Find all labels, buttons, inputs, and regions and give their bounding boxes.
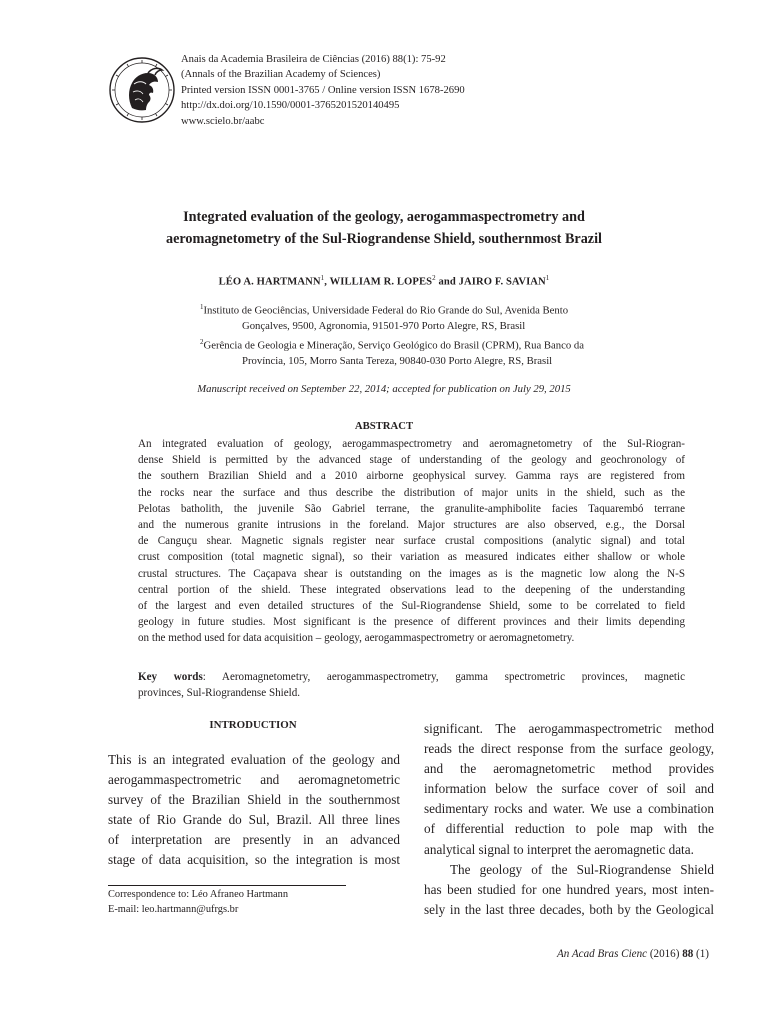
affiliation-line: Província, 105, Morro Santa Tereza, 90840-030 Porto Alegre, RS, Brasil (242, 354, 553, 367)
body-line: has been studied for one hundred years, most inten- (424, 881, 714, 897)
header-citation: Anais da Academia Brasileira de Ciências (2016) 88(1): 75-92 (181, 54, 446, 65)
body-line: state of Rio Grande do Sul, Brazil. All three lines (108, 812, 400, 828)
body-line: of interpretation are presently in an advanced (108, 832, 400, 848)
body-line: and the aeromagnetometric method provides (424, 761, 714, 777)
body-line: sedimentary rocks and water. We use a combination (424, 801, 714, 817)
body-line: aerogammaspectrometric and aeromagnetometric (108, 772, 400, 788)
keywords-line (138, 669, 685, 685)
abstract-line: crust composition (total magnetic signal), so their variation as measured indicates either shallow or whole (138, 551, 685, 564)
correspondence-footnote (108, 888, 288, 917)
abstract-line: geology in future studies. Most significant is the presence of different provinces and their limits depending (138, 616, 685, 629)
author-list (90, 274, 678, 288)
abstract-line: the rocks near the surface and thus describe the distribution of major units in the shield, such as the (138, 486, 685, 499)
body-line: analytical signal to interpret the aeromagnetic data. (424, 841, 694, 857)
footer-volume: 88 (682, 948, 694, 960)
title-line: aeromagnetometry of the Sul-Riograndense Shield, southernmost Brazil (166, 231, 602, 247)
author-affiliation-mark: 1 (545, 274, 550, 282)
affiliation-text: Gerência de Geologia e Mineração, Serviço Geológico do Brasil (CPRM), Rua Banco da (203, 339, 584, 352)
author-separator: and (435, 276, 459, 288)
author-separator: , (324, 276, 330, 288)
abstract-heading: ABSTRACT (354, 420, 414, 432)
body-line: stage of data acquisition, so the integration is most (108, 852, 400, 868)
author-name: LÉO A. HARTMANN (218, 276, 321, 288)
footer-year: (2016) (647, 948, 683, 960)
keywords-text: : Aeromagnetometry, aerogammaspectrometry, gamma spectrometric provinces, magnetic (202, 671, 685, 683)
body-line: information below the surface cover of soil and (424, 781, 714, 797)
abstract-line: the southern Brazilian Shield and a 2010 airborne geophysical survey. Gamma rays are registered from (138, 470, 685, 483)
affiliation-text: Instituto de Geociências, Universidade Federal do Rio Grande do Sul, Avenida Bento (203, 304, 569, 317)
header-doi-link[interactable]: http://dx.doi.org/10.1590/0001-3765201520140495 (181, 100, 400, 112)
footer-issue: (1) (693, 948, 709, 960)
header-english-title: (Annals of the Brazilian Academy of Sciences) (181, 69, 381, 81)
introduction-left-column (108, 750, 400, 871)
correspondence-email[interactable]: E-mail: leo.hartmann@ufrgs.br (108, 903, 239, 915)
body-line: reads the direct response from the surface geology, (424, 741, 714, 757)
title-line: Integrated evaluation of the geology, aerogammaspectrometry and (183, 209, 585, 225)
body-line: significant. The aerogammaspectrometric method (424, 721, 714, 736)
academy-logo (108, 56, 176, 124)
abstract-line: crustal structures. The Caçapava shear is outstanding on the images as is the magnetic low along the N-S (138, 567, 685, 580)
body-line: The geology of the Sul-Riograndense Shield (450, 861, 714, 877)
header-issn: Printed version ISSN 0001-3765 / Online version ISSN 1678-2690 (181, 84, 465, 96)
affiliation-mark: 1 (200, 303, 204, 311)
manuscript-dates: Manuscript received on September 22, 2014; accepted for publication on July 29, 2015 (197, 383, 571, 395)
author-name: WILLIAM R. LOPES (329, 276, 433, 288)
affiliation-line (200, 300, 584, 319)
affiliations (200, 300, 584, 369)
author-affiliation-mark: 1 (320, 274, 325, 282)
affiliation-line (200, 335, 584, 354)
abstract-line: dense Shield is permitted by the advanced stage of understanding of the geology and geochronology of (138, 454, 685, 467)
header-website-link[interactable]: www.scielo.br/aabc (181, 115, 265, 127)
abstract-line: on the method used for data acquisition – geology, aerogammaspectrometry or aeromagnetometry. (138, 632, 575, 645)
body-line: sely in the last three decades, both by the Geological (424, 901, 714, 917)
keywords (138, 669, 685, 701)
body-line: of differential reduction to pole map with the (424, 821, 714, 837)
affiliation-mark: 2 (200, 337, 204, 346)
author-affiliation-mark: 2 (432, 274, 436, 282)
keywords-line: provinces, Sul-Riograndense Shield. (138, 687, 301, 700)
abstract-line: de Canguçu shear. Magnetic signals register near surface crustal compositions (analytic signal) and total (138, 535, 685, 548)
running-footer (557, 948, 709, 960)
abstract-line: and the numerous granite intrusions in the foreland. Major structures are also observed, e.g., the Dorsal (138, 518, 685, 531)
journal-header (181, 52, 465, 129)
author-name: JAIRO F. SAVIAN (458, 276, 546, 288)
body-line: survey of the Brazilian Shield in the southernmost (108, 792, 400, 808)
affiliation-line: Gonçalves, 9500, Agronomia, 91501-970 Porto Alegre, RS, Brasil (242, 320, 526, 333)
introduction-heading: INTRODUCTION (209, 719, 297, 731)
correspondence-author: Correspondence to: Léo Afraneo Hartmann (108, 889, 289, 900)
introduction-right-column (424, 719, 714, 920)
abstract-line: An integrated evaluation of geology, aerogammaspectrometry and aeromagnetometry of the Sul-Riogran- (138, 438, 685, 450)
footnote-divider (108, 885, 346, 886)
keywords-label: Key words (138, 671, 203, 683)
abstract-line: Pelotas batholith, the juvenile São Gabriel terrane, the granulite-amphibolite facies Taquarembó terrane (138, 502, 685, 515)
abstract-line: central portion of the shield. These integrated observations lead to the deepening of the understanding (138, 583, 685, 596)
article-title (90, 206, 678, 250)
abstract-line: of the largest and even detailed structures of the Sul-Riograndense Shield, some to be correlated to field (138, 599, 685, 612)
footer-journal: An Acad Bras Cienc (556, 948, 648, 960)
abstract-body (138, 436, 685, 646)
body-line: This is an integrated evaluation of the geology and (108, 752, 400, 767)
